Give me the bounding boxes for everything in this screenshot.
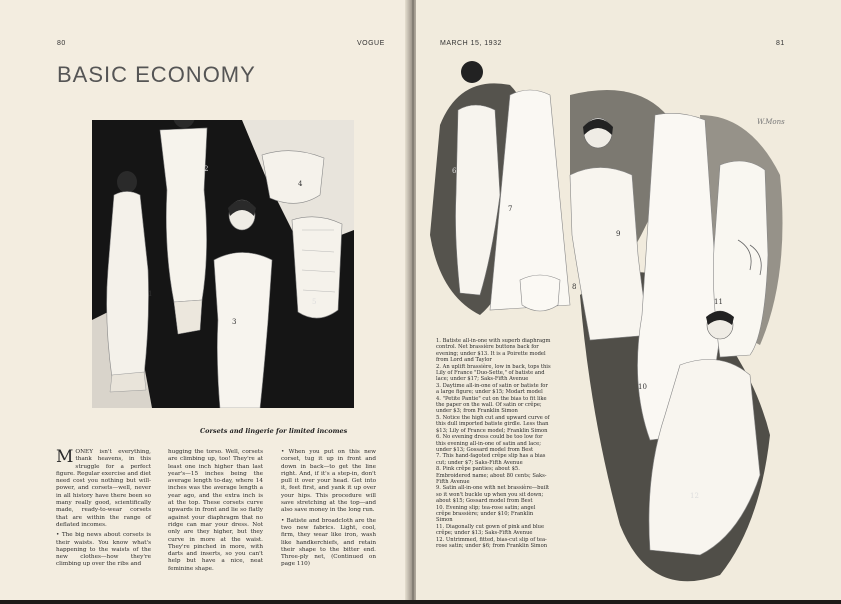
article-title: BASIC ECONOMY: [57, 62, 256, 87]
figure-number-3: 3: [232, 318, 237, 326]
magazine-name: VOGUE: [357, 40, 385, 47]
text-column-1: [56, 449, 151, 572]
figure-number-8: 8: [572, 283, 577, 291]
credit-item: 9. Satin all-in-one with net brassière—built so it won't buckle up when you sit down; about $15; Gossard model from Best: [436, 485, 550, 505]
corsets-illustration: [92, 120, 354, 408]
figure-number-12: 12: [690, 492, 699, 500]
figure-number-4: 4: [298, 180, 303, 188]
credit-item: 11. Diagonally cut gown of pink and blue crêpe; under $13; Saks-Fifth Avenue: [436, 523, 545, 537]
credit-item: 6. No evening dress could be too low for this evening all-in-one of satin and lace; under $13; Gossard model from Best: [436, 434, 543, 453]
credit-item: 1. Batiste all-in-one with superb diaphragm control. Net brassière buttons back for evening; under $13. It is a Poirette model from Lord and Taylor: [436, 338, 551, 364]
figure-number-7: 7: [508, 205, 513, 213]
credit-item: 8. Pink crêpe panties; about $5. Embroidered name; about 80 cents; Saks-Fifth Avenue: [436, 466, 547, 485]
page-number-right: 81: [776, 40, 785, 47]
corsets-drawing: [92, 120, 354, 408]
figure-number-10: 10: [638, 383, 647, 391]
drop-cap: M: [56, 447, 74, 467]
text-column-2: [168, 449, 263, 576]
text-column-3: [281, 449, 376, 572]
figure-number-2: 2: [204, 165, 209, 173]
paragraph: • The big news about corsets is their waists. You know what's happening to the waists of the new clothes—how they're climbing up over the ribs and: [56, 532, 151, 568]
credit-item: 2. An uplift brassière, low in back, tops this Lily of France "Duo-Sette," of batiste and lace; under $17; Saks-Fifth Avenue: [436, 363, 551, 383]
artist-signature: W.Mons: [757, 118, 785, 126]
left-page: [0, 0, 410, 600]
figure-number-9: 9: [616, 230, 621, 238]
figure-number-11: 11: [714, 298, 723, 306]
illustration-caption: Corsets and lingerie for limited incomes: [200, 427, 348, 435]
paragraph: MONEY isn't everything, thank heavens, in this struggle for a perfect figure. Regular exercise and diet need cost you nothing but will-power, and corsets—well, never in all history have there been so many really good, scientifically made, ready-to-wear corsets that are within the range of deflated incomes.: [56, 447, 151, 528]
credit-item: 5. Notice the high cut and upward curve of this dull imported batiste girdle. Less than $13; Lily of France model; Franklin Simon: [436, 414, 550, 434]
page-number-left: 80: [57, 40, 66, 47]
credit-item: 7. This hand-fagoted crêpe slip has a bias cut; under $7; Saks-Fifth Avenue: [436, 453, 546, 466]
issue-date: MARCH 15, 1932: [440, 40, 502, 47]
credit-item: 12. Untrimmed, fitted, bias-cut slip of tea-rose satin; under $6; from Franklin Simon: [436, 536, 548, 549]
item-credits-list: [436, 338, 551, 549]
credit-item: 4. "Petite Pantie" cut on the bias to fit like the paper on the wall. Of satin or crêpe; under $3; from Franklin Simon: [436, 395, 547, 415]
paragraph: • When you put on this new corset, tug it up in front and down in back—to get the line right. And, if it's a step-in, don't pull it over your head. Get into it, feet first, and yank it up over your hips. This procedure will save stretching at the top—and also save money in the long run.: [281, 449, 376, 514]
figure-number-5: 5: [312, 298, 317, 306]
figure-number-1: 1: [148, 290, 153, 298]
paragraph: • Batiste and broadcloth are the two new fabrics. Light, cool, firm, they wear like iron, wash like handkerchiefs, and retain their shape to the bitter end. Three-ply net, (Continued on page 110): [281, 517, 376, 568]
credit-item: 3. Daytime all-in-one of satin or batiste for a large figure; under $15; Modart model: [436, 382, 548, 396]
paragraph: hugging the torso. Well, corsets are climbing up, too! They're at least one inch higher than last year's—15 inches being the average length to-day, where 14 inches was the average length a year ago, and the extra inch is at the top. These corsets curve upwards in front and lie so flatly against your diaphragm that no ridge can mar your dress. Not only are they higher, but they curve in more at the waist. They're pinched in more, with darts and inserts, so you can't help but have a nice, neat feminine shape.: [168, 449, 263, 572]
figure-number-6: 6: [452, 167, 457, 175]
credit-item: 10. Evening slip; tea-rose satin; angel crêpe brassière; under $10; Franklin Simon: [436, 504, 536, 524]
